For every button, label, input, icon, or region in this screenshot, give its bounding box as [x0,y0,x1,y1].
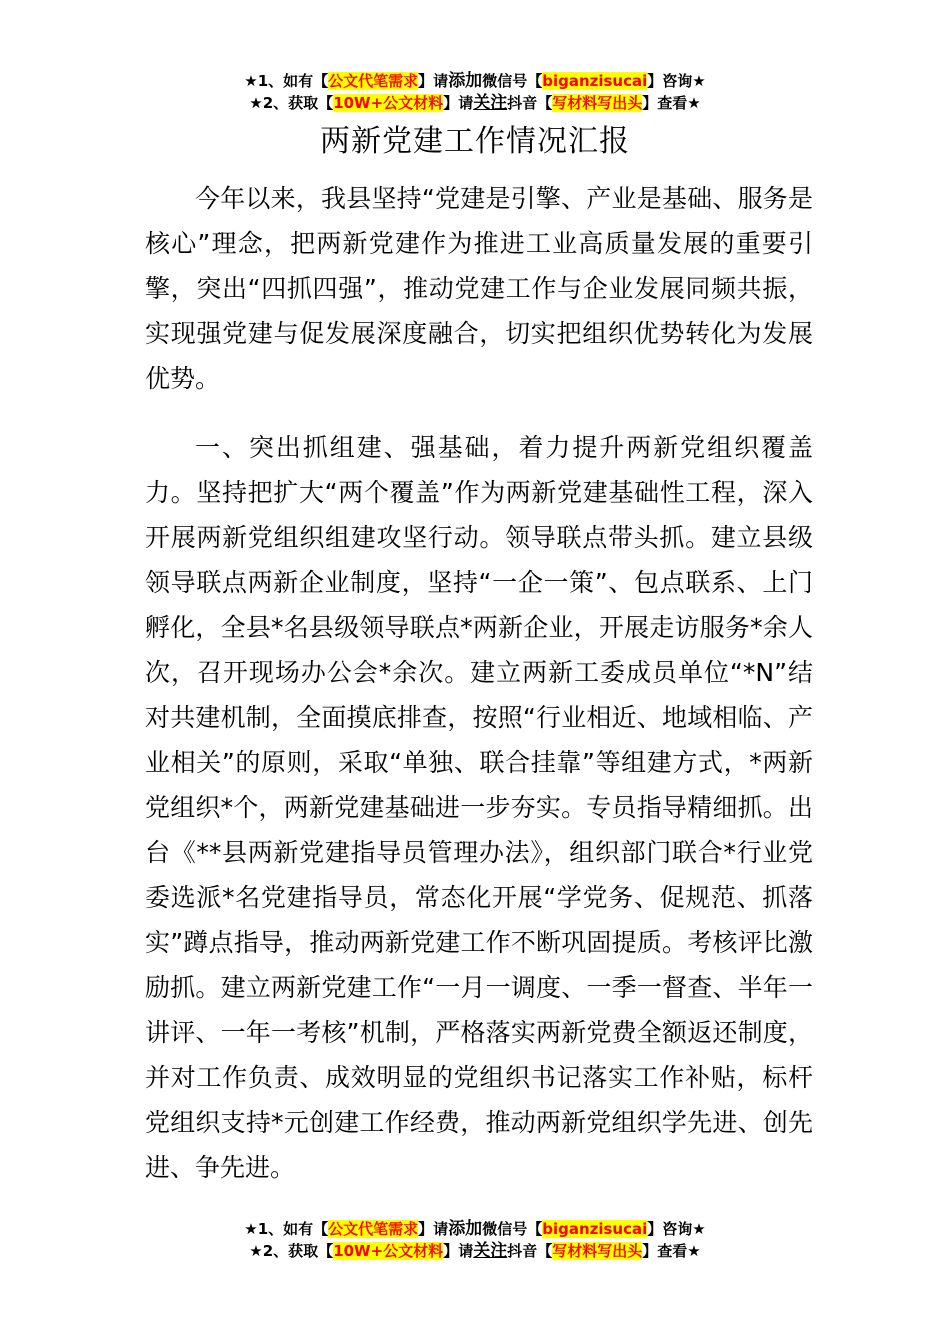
banner-text: 抖音【 [507,94,553,112]
banner-text: 抖音【 [507,1242,553,1260]
document-title: 两新党建工作情况汇报 [320,124,630,159]
banner-text: ★2、获取【 [249,1242,334,1260]
banner-text: 】请 [443,94,474,112]
highlight-label: 10W+公文材料 [333,1242,444,1260]
banner-emphasis: 关注 [473,93,508,113]
banner-text: 】查看★ [642,1242,701,1260]
highlight-label: 写材料写出头 [552,1242,643,1260]
banner-line-2 [0,92,950,114]
footer-banner [0,1218,950,1262]
highlight-label: biganzisucai [542,1220,648,1238]
intro-paragraph: 今年以来，我县坚持“党建是引擎、产业是基础、服务是核心”理念，把两新党建作为推进工业高质量发展的重要引擎，突出“四抓四强”，推动党建工作与企业发展同频共振，实现强党建与促发展深度融合，切实把组织优势转化为发展优势。 [145,184,813,393]
banner-line-2 [0,1240,950,1262]
highlight-label: biganzisucai [542,72,648,90]
banner-text: 】请 [418,72,449,90]
highlight-label: 公文代笔需求 [328,72,419,90]
banner-line-1 [0,70,950,92]
banner-text: ★1、如有【 [244,72,329,90]
banner-line-1 [0,1218,950,1240]
banner-text: ★1、如有【 [244,1220,329,1238]
highlight-label: 写材料写出头 [552,94,643,112]
document-body [145,176,813,1190]
banner-text: 微信号【 [482,72,543,90]
banner-text: ★2、获取【 [249,94,334,112]
highlight-label: 公文代笔需求 [328,1220,419,1238]
highlight-label: 10W+公文材料 [333,94,444,112]
banner-emphasis: 关注 [473,1241,508,1261]
section-one-paragraph: 一、突出抓组建、强基础，着力提升两新党组织覆盖力。坚持把扩大“两个覆盖”作为两新党建基础性工程，深入开展两新党组织组建攻坚行动。领导联点带头抓。建立县级领导联点两新企业制度，坚持“一企一策”、包点联系、上门孵化，全县*名县级领导联点*两新企业，开展走访服务*余人次，召开现场办公会*余次。建立两新工委成员单位“*N”结对共建机制，全面摸底排查，按照“行业相近、地域相临、产业相关”的原则，采取“单独、联合挂靠”等组建方式，*两新党组织*个，两新党建基础进一步夯实。专员指导精细抓。出台《**县两新党建指导员管理办法》，组织部门联合*行业党委选派*名党建指导员，常态化开展“学党务、促规范、抓落实”蹲点指导，推动两新党建工作不断巩固提质。考核评比激励抓。建立两新党建工作“一月一调度、一季一督查、半年一讲评、一年一考核”机制，严格落实两新党费全额返还制度，并对工作负责、成效明显的党组织书记落实工作补贴，标杆党组织支持*元创建工作经费，推动两新党组织学先进、创先进、争先进。 [145,433,813,1182]
banner-text: 】查看★ [642,94,701,112]
banner-text: 】请 [443,1242,474,1260]
banner-emphasis: 添加 [448,71,483,91]
banner-text: 微信号【 [482,1220,543,1238]
banner-text: 】请 [418,1220,449,1238]
banner-text: 】咨询★ [647,1220,706,1238]
banner-text: 】咨询★ [647,72,706,90]
header-banner [0,70,950,114]
banner-emphasis: 添加 [448,1219,483,1239]
